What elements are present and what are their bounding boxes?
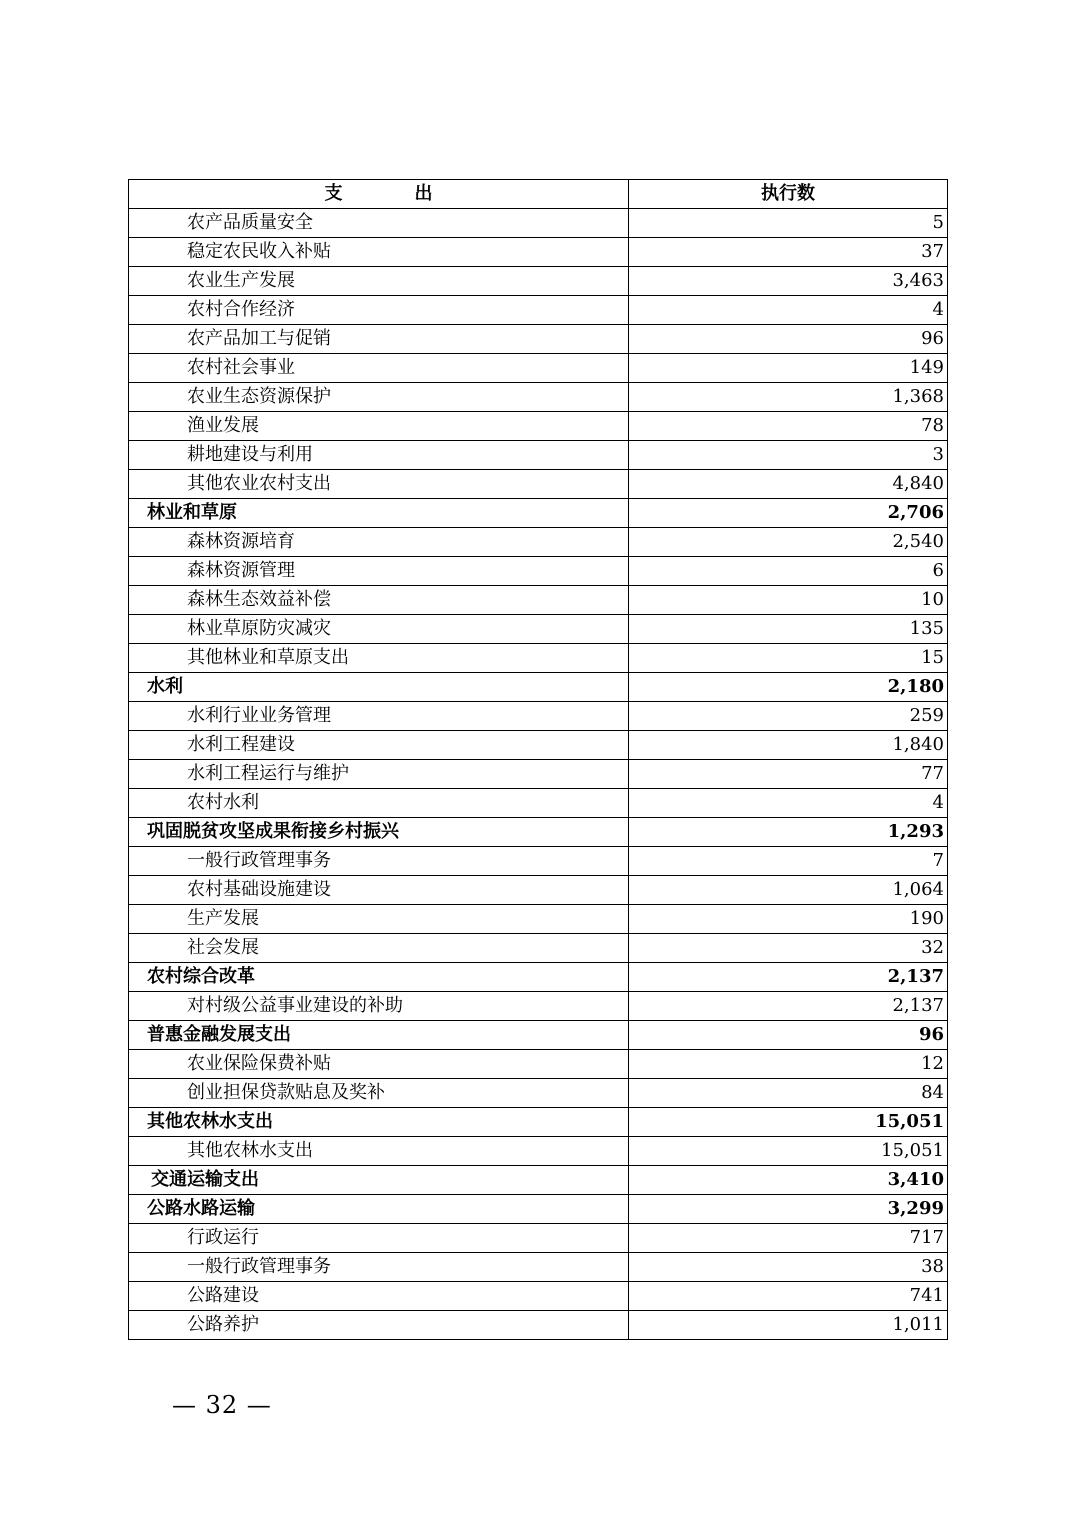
item-value: 12 <box>629 1050 948 1079</box>
item-value: 84 <box>629 1079 948 1108</box>
item-value: 1,293 <box>629 818 948 847</box>
table-row <box>129 1311 948 1340</box>
table-row <box>129 1021 948 1050</box>
item-name: 生产发展 <box>129 905 629 934</box>
item-value: 96 <box>629 1021 948 1050</box>
item-name: 农村基础设施建设 <box>129 876 629 905</box>
item-value: 3,410 <box>629 1166 948 1195</box>
expenditure-table <box>128 179 948 1340</box>
item-name: 水利工程建设 <box>129 731 629 760</box>
table-row <box>129 499 948 528</box>
table-row <box>129 1137 948 1166</box>
item-name: 农业生产发展 <box>129 267 629 296</box>
item-name: 水利 <box>129 673 629 702</box>
item-name: 森林资源培育 <box>129 528 629 557</box>
item-name: 公路水路运输 <box>129 1195 629 1224</box>
table-row <box>129 1224 948 1253</box>
item-value: 2,180 <box>629 673 948 702</box>
item-name: 对村级公益事业建设的补助 <box>129 992 629 1021</box>
table-row <box>129 876 948 905</box>
item-name: 农业生态资源保护 <box>129 383 629 412</box>
table-row <box>129 1282 948 1311</box>
table-row <box>129 644 948 673</box>
table-row <box>129 1050 948 1079</box>
item-value: 4 <box>629 789 948 818</box>
item-value: 38 <box>629 1253 948 1282</box>
item-value: 1,368 <box>629 383 948 412</box>
table-row <box>129 412 948 441</box>
item-value: 2,137 <box>629 963 948 992</box>
item-name: 创业担保贷款贴息及奖补 <box>129 1079 629 1108</box>
item-value: 135 <box>629 615 948 644</box>
item-value: 741 <box>629 1282 948 1311</box>
table-row <box>129 586 948 615</box>
table-row <box>129 1079 948 1108</box>
header-amount: 执行数 <box>629 180 948 209</box>
item-value: 2,137 <box>629 992 948 1021</box>
item-value: 259 <box>629 702 948 731</box>
item-value: 149 <box>629 354 948 383</box>
item-name: 其他农业农村支出 <box>129 470 629 499</box>
table-row <box>129 992 948 1021</box>
item-name: 社会发展 <box>129 934 629 963</box>
item-name: 农业保险保费补贴 <box>129 1050 629 1079</box>
item-value: 10 <box>629 586 948 615</box>
item-name: 森林资源管理 <box>129 557 629 586</box>
item-name: 森林生态效益补偿 <box>129 586 629 615</box>
item-value: 190 <box>629 905 948 934</box>
item-name: 行政运行 <box>129 1224 629 1253</box>
table-row <box>129 354 948 383</box>
item-name: 水利行业业务管理 <box>129 702 629 731</box>
item-value: 1,840 <box>629 731 948 760</box>
item-name: 农产品加工与促销 <box>129 325 629 354</box>
item-value: 3,299 <box>629 1195 948 1224</box>
item-value: 15,051 <box>629 1137 948 1166</box>
table-header-row <box>129 180 948 209</box>
item-value: 7 <box>629 847 948 876</box>
item-value: 6 <box>629 557 948 586</box>
item-name: 公路养护 <box>129 1311 629 1340</box>
item-name: 林业和草原 <box>129 499 629 528</box>
item-value: 2,540 <box>629 528 948 557</box>
item-value: 96 <box>629 325 948 354</box>
table-row <box>129 238 948 267</box>
table-row <box>129 934 948 963</box>
table-row <box>129 267 948 296</box>
item-name: 林业草原防灾减灾 <box>129 615 629 644</box>
table-row <box>129 731 948 760</box>
item-value: 717 <box>629 1224 948 1253</box>
item-name: 巩固脱贫攻坚成果衔接乡村振兴 <box>129 818 629 847</box>
item-name: 农村社会事业 <box>129 354 629 383</box>
table-row <box>129 847 948 876</box>
table-row <box>129 557 948 586</box>
table-row <box>129 1195 948 1224</box>
table-row <box>129 209 948 238</box>
item-name: 农村水利 <box>129 789 629 818</box>
item-value: 1,064 <box>629 876 948 905</box>
item-name: 水利工程运行与维护 <box>129 760 629 789</box>
table-row <box>129 963 948 992</box>
table-row <box>129 615 948 644</box>
table-row <box>129 383 948 412</box>
item-name: 耕地建设与利用 <box>129 441 629 470</box>
item-value: 37 <box>629 238 948 267</box>
item-value: 3 <box>629 441 948 470</box>
item-value: 5 <box>629 209 948 238</box>
item-name: 交通运输支出 <box>129 1166 629 1195</box>
item-name: 农产品质量安全 <box>129 209 629 238</box>
table-row <box>129 470 948 499</box>
item-value: 78 <box>629 412 948 441</box>
table-row <box>129 296 948 325</box>
table-row <box>129 1108 948 1137</box>
table-row <box>129 528 948 557</box>
item-name: 农村综合改革 <box>129 963 629 992</box>
item-value: 77 <box>629 760 948 789</box>
table-row <box>129 441 948 470</box>
table-row <box>129 673 948 702</box>
item-name: 普惠金融发展支出 <box>129 1021 629 1050</box>
item-value: 3,463 <box>629 267 948 296</box>
item-value: 4 <box>629 296 948 325</box>
table-row <box>129 1166 948 1195</box>
item-value: 2,706 <box>629 499 948 528</box>
item-value: 15 <box>629 644 948 673</box>
item-value: 32 <box>629 934 948 963</box>
item-name: 一般行政管理事务 <box>129 1253 629 1282</box>
item-name: 公路建设 <box>129 1282 629 1311</box>
table-row <box>129 1253 948 1282</box>
page-number: — 32 — <box>172 1391 272 1419</box>
table-body <box>129 209 948 1340</box>
table-row <box>129 702 948 731</box>
table-row <box>129 818 948 847</box>
table-row <box>129 760 948 789</box>
item-value: 1,011 <box>629 1311 948 1340</box>
table-row <box>129 789 948 818</box>
header-expense: 支 出 <box>129 180 629 209</box>
item-value: 15,051 <box>629 1108 948 1137</box>
item-name: 稳定农民收入补贴 <box>129 238 629 267</box>
item-name: 其他农林水支出 <box>129 1108 629 1137</box>
item-value: 4,840 <box>629 470 948 499</box>
item-name: 其他农林水支出 <box>129 1137 629 1166</box>
table-row <box>129 325 948 354</box>
item-name: 其他林业和草原支出 <box>129 644 629 673</box>
table-row <box>129 905 948 934</box>
item-name: 一般行政管理事务 <box>129 847 629 876</box>
item-name: 渔业发展 <box>129 412 629 441</box>
item-name: 农村合作经济 <box>129 296 629 325</box>
